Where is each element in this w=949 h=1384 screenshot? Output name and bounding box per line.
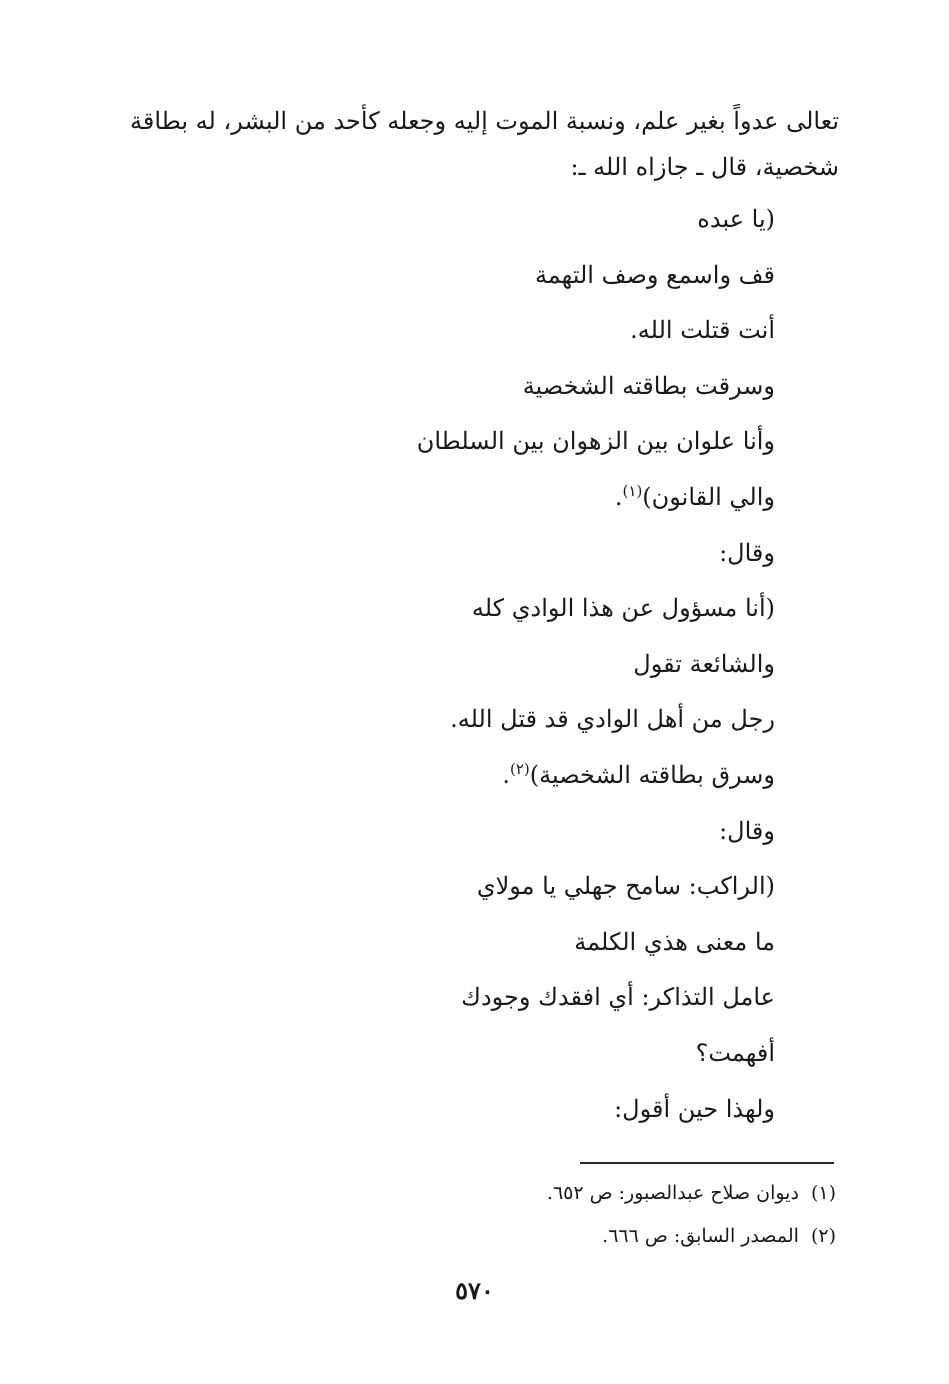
- verse-line: قف واسمع وصف التهمة: [534, 260, 775, 289]
- verse-line: عامل التذاكر: أي افقدك وجودك: [461, 983, 775, 1012]
- verse-line: والي القانون)$^{(١)}$.: [614, 481, 775, 511]
- intro-line: تعالى عدواً بغير علم، ونسبة الموت إليه وجعله كأحد من البشر، له بطاقة: [130, 107, 839, 135]
- verse-line: وقال:: [719, 538, 775, 567]
- footnotes: [336, 1176, 836, 1262]
- verse-line: (الراكب: سامح جهلي يا مولاي: [476, 872, 775, 901]
- footnote: [336, 1219, 836, 1262]
- footnote-text: ديوان صلاح عبدالصبور: ص ٦٥٢.: [546, 1182, 799, 1204]
- verse-line: أنت قتلت الله.: [630, 316, 775, 345]
- footnote-separator: [580, 1162, 834, 1164]
- verse-line: وأنا علوان بين الزهوان بين السلطان: [416, 427, 775, 456]
- verse-line: رجل من أهل الوادي قد قتل الله.: [450, 705, 775, 734]
- footnote: [336, 1176, 836, 1219]
- verse-line: ولهذا حين أقول:: [614, 1094, 775, 1123]
- footnote-text: المصدر السابق: ص ٦٦٦.: [602, 1225, 799, 1247]
- verse-line: (يا عبده: [697, 205, 775, 233]
- verse-line: والشائعة تقول: [633, 649, 775, 678]
- footnote-number: (١): [810, 1182, 836, 1204]
- verse-line: ما معنى هذي الكلمة: [574, 927, 775, 956]
- poem-verses: [215, 196, 775, 1141]
- intro-paragraph: [109, 98, 839, 190]
- verse-line: وسرق بطاقته الشخصية)$^{(٢)}$.: [502, 759, 775, 789]
- page-number: ٥٧٠: [455, 1276, 494, 1305]
- footnote-marker: (٢): [509, 759, 530, 778]
- verse-line: وقال:: [719, 816, 775, 845]
- verse-line: (أنا مسؤول عن هذا الوادي كله: [471, 594, 775, 623]
- intro-line: شخصية، قال ـ جازاه الله ـ:: [570, 153, 839, 181]
- footnote-number: (٢): [810, 1225, 836, 1247]
- verse-line: أفهمت؟: [695, 1038, 775, 1067]
- footnote-marker: (١): [622, 481, 643, 500]
- verse-line: وسرقت بطاقته الشخصية: [522, 371, 775, 400]
